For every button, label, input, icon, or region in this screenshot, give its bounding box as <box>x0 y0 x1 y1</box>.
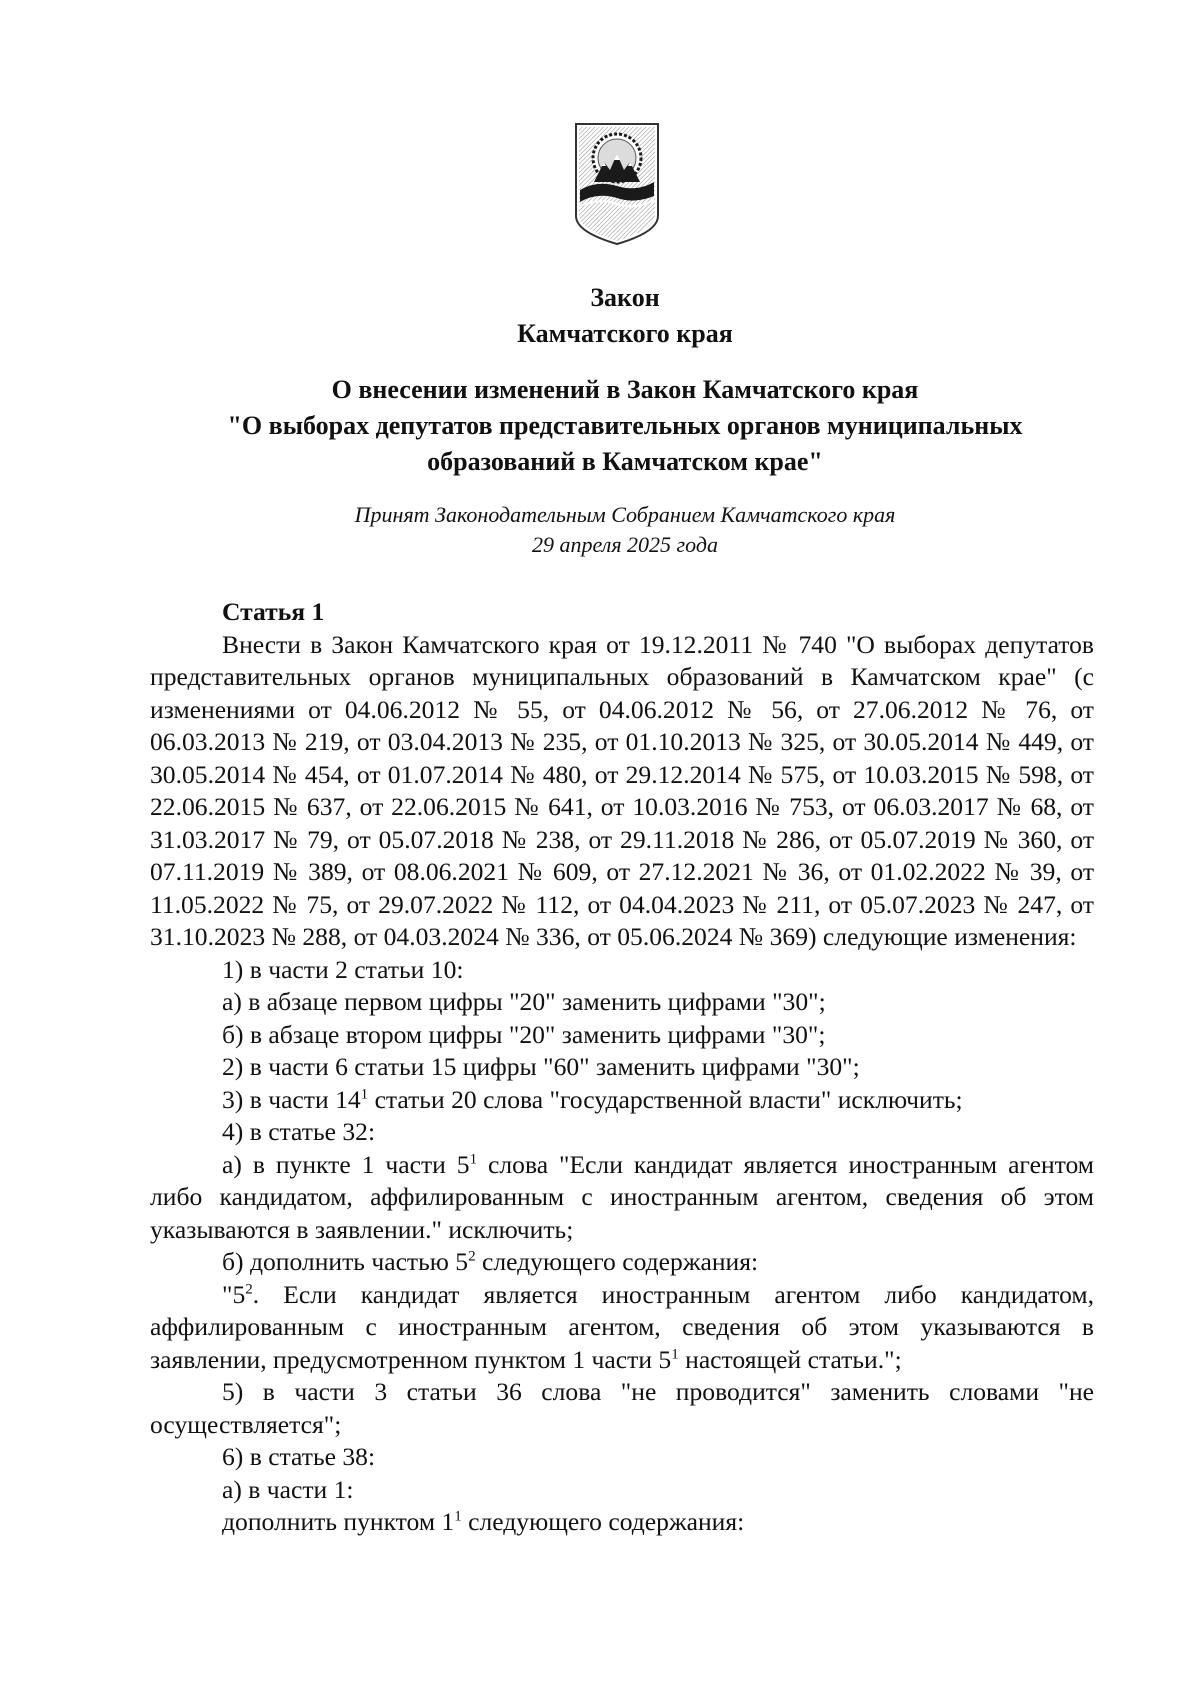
quote-mid: . Если кандидат является иностранным агентом либо кандидатом, аффилированным с иностранным агентом, сведения об этом указываются в заявлении, предусмотренном пунктом 1 части 5 <box>150 1279 1094 1374</box>
title-line-1: Закон <box>590 283 660 312</box>
adoption-date: 29 апреля 2025 года <box>532 532 718 557</box>
subject-line-2: "О выборах депутатов представительных органов муниципальных <box>227 411 1023 440</box>
item-6a-text-post: следующего содержания: <box>461 1507 745 1536</box>
item-4a-pre: а) в пункте 1 части 5 <box>222 1149 470 1179</box>
item-4: 4) в статье 32: <box>222 1117 376 1146</box>
adoption-note <box>0 500 1200 560</box>
coat-of-arms-icon <box>572 120 662 246</box>
item-6a-text-pre: дополнить пунктом 1 <box>222 1507 455 1536</box>
item-4b-sup: 2 <box>468 1248 476 1265</box>
item-4b-pre: б) дополнить частью 5 <box>222 1247 469 1276</box>
article-heading: Статья 1 <box>222 597 325 626</box>
item-3 <box>150 1084 1094 1117</box>
quote-sup: 2 <box>245 1280 253 1297</box>
item-4a-sup: 1 <box>469 1150 478 1167</box>
item-4a-post: слова "Если кандидат является иностранным агентом либо кандидатом, аффилированным с иностранным агентом, сведения об этом указываются в заявлении." исключить; <box>150 1149 1095 1244</box>
item-3-pre: 3) в части 14 <box>222 1084 361 1114</box>
item-3-post: статьи 20 слова "государственной власти" исключить; <box>368 1084 963 1114</box>
quoted-part-5-2 <box>150 1279 1094 1377</box>
item-1a: а) в абзаце первом цифры "20" заменить цифрами "30"; <box>222 987 826 1016</box>
item-2: 2) в части 6 статьи 15 цифры "60" заменить цифрами "30"; <box>222 1052 860 1081</box>
item-4a <box>150 1149 1094 1247</box>
item-3-sup: 1 <box>360 1085 369 1102</box>
subject-line-1: О внесении изменений в Закон Камчатского края <box>331 375 919 404</box>
article-intro: Внести в Закон Камчатского края от 19.12.2011 № 740 "О выборах депутатов представительных органов муниципальных образований в Камчатском крае" (с изменениями от 04.06.2012 № 55, от 04.06.2012 № 56, от 27.06.2012 № 76, от 06.03.2013 № 219, от 03.04.2013 № 235, от 01.10.2013 № 325, от 30.05.2014 № 449, от 30.05.2014 № 454, от 01.07.2014 № 480, от 29.12.2014 № 575, от 10.03.2015 № 598, от 22.06.2015 № 637, от 22.06.2015 № 641, от 10.03.2016 № 753, от 06.03.2017 № 68, от 31.03.2017 № 79, от 05.07.2018 № 238, от 29.11.2018 № 286, от 05.07.2019 № 360, от 07.11.2019 № 389, от 08.06.2021 № 609, от 27.12.2021 № 36, от 01.02.2022 № 39, от 11.05.2022 № 75, от 29.07.2022 № 112, от 04.04.2023 № 211, от 05.07.2023 № 247, от 31.10.2023 № 288, от 04.03.2024 № 336, от 05.06.2024 № 369) следующие изменения: <box>150 629 1094 951</box>
quote-pre: "5 <box>222 1279 246 1309</box>
item-1: 1) в части 2 статьи 10: <box>222 954 464 984</box>
item-5: 5) в части 3 статьи 36 слова "не проводится" заменить словами "не осуществляется"; <box>150 1377 1094 1439</box>
quote-post: настоящей статьи."; <box>678 1344 902 1374</box>
item-6: 6) в статье 38: <box>222 1442 376 1471</box>
item-6a: а) в части 1: <box>222 1474 354 1504</box>
law-subject <box>0 372 1200 480</box>
item-4b-post: следующего содержания: <box>475 1247 759 1276</box>
title-line-2: Камчатского края <box>517 319 733 348</box>
item-6a-text-sup: 1 <box>454 1508 462 1525</box>
item-4b <box>150 1246 1094 1279</box>
law-title <box>0 280 1200 352</box>
adoption-line-1: Принят Законодательным Собранием Камчатского края <box>354 502 896 527</box>
item-6a-text <box>150 1506 1094 1539</box>
quote-sup-2: 1 <box>671 1345 679 1362</box>
item-1b: б) в абзаце втором цифры "20" заменить цифрами "30"; <box>222 1019 826 1049</box>
article-body <box>150 596 1094 1539</box>
subject-line-3: образований в Камчатском крае" <box>427 447 823 476</box>
